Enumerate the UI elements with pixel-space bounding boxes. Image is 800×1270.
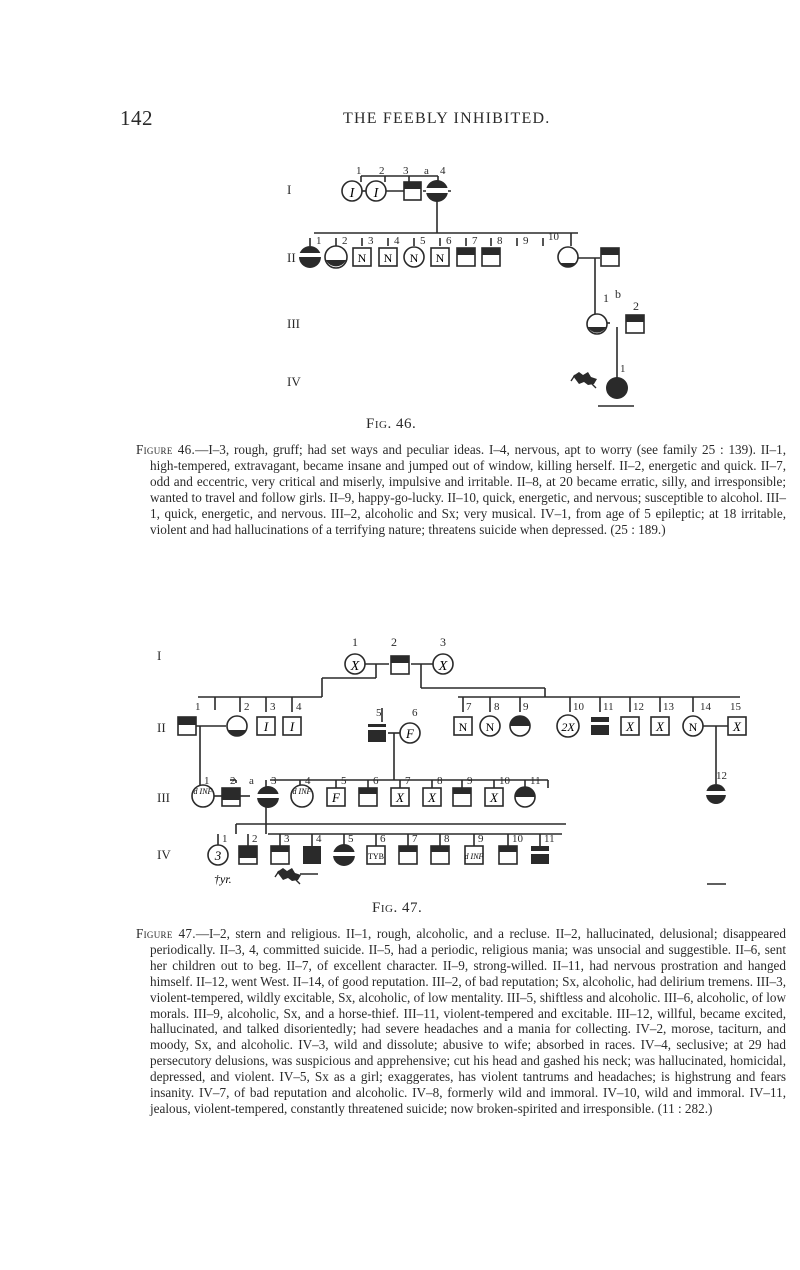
fig47-III5-letter: F (332, 790, 340, 805)
fig47-label-III-num-2: a (249, 775, 254, 787)
fig47-label-II-num-7: 8 (494, 701, 500, 713)
fig47-label-IV-num-1: 2 (252, 833, 258, 845)
fig47-label-III-num-7: 7 (405, 775, 411, 787)
fig47-legend-body: —I–2, stern and religious. II–1, rough, alcoholic, and a recluse. II–2, hallucinated, delusional; disappeared periodically. II–3, 4, committed suicide. II–5, had a periodic, religious mania; was unsocial and suggestible. II–6, sent her children out to beg. II–7, of excellent character. II–9, strong-willed. II–11, had nervous prostration and hanged himself. II–12, went West. II–14, of good reputation. III–2, of bad reputation; Sx, alcoholic, had delirium tremens. III–3, violent-tempered, wildly excitable, Sx, alcoholic, of low mentality. III–5, shiftless and alcoholic. III–6, alcoholic, of low morals. III–9, alcoholic, Sx, and a horse-thief. III–11, violent-tempered and excitable. III–12, willful, became excited, hallucinated, and talked disorientedly; had severe headaches and a mania for collecting. IV–2, morose, taciturn, and moody, Sx, and alcoholic. IV–3, wild and dissolute; abusive to wife; absorbed in races. IV–4, seclusive; at 29 had persecutory delusions, was suspicious and apprehensive; cut his head and gashed his neck; was hallucinated, homicidal, depressed, and violent. IV–5, Sx as a girl; exaggerates, has violent tantrums and headaches; is highstrung and fears insanity. IV–7, of bad reputation and alcoholic. IV–8, formerly wild and immoral. IV–10, wild and immoral. IV–11, jealous, violent-tempered, constantly threatened suicide; now broken-spirited and irresponsible. (11 : 282.) (150, 926, 786, 1116)
fig46-II3-letter: N (357, 251, 367, 265)
fig47-III10-letter: X (490, 790, 498, 805)
fig47-label-IV-num-10: 11 (544, 833, 555, 845)
fig47-II4-letter: I (289, 719, 295, 734)
fig46-label-gen-4: IV (287, 374, 301, 389)
fig46-label-II-num-7: 8 (497, 235, 503, 247)
fig47-label-IV-num-8: 9 (478, 833, 484, 845)
fig47-label-gen-4: IV (157, 847, 171, 862)
fig47-IV11-male (531, 846, 549, 864)
fig46-caption (366, 416, 416, 433)
fig46-label-II-num-9: 10 (548, 231, 559, 243)
fig47-label-I-num-0: 1 (352, 635, 358, 649)
fig47-label-II-num-6: 7 (466, 701, 472, 713)
fig46-label-II-num-1: 2 (342, 235, 348, 247)
fig47-II6-letter: F (406, 726, 414, 741)
fig47-caption-text: Fig. 47. (372, 900, 423, 916)
fig46-legend-body: —I–3, rough, gruff; had set ways and peculiar ideas. I–4, nervous, apt to worry (see family 25 : 139). II–1, high-tempered, extravagant, became insane and jumped out of window, killing herself. II–2, energetic and quick. II–7, odd and eccentric, very critical and miserly, impulsive and irritable. II–8, at 20 became erratic, silly, and irresponsible; wanted to travel and follow girls. II–9, happy-go-lucky. II–10, quick, energetic, and nervous; susceptible to alcohol. III–1, quick, energetic, and nervous. III–2, alcoholic and Sx; very musical. IV–1, from age of 5 epileptic; at 18 irritable, violent and had hallucinations of a terrifying nature; threatens suicide when depressed. (25 : 189.) (150, 442, 786, 537)
fig46-legend (136, 442, 786, 537)
fig47-IV6-letter: TYB (368, 852, 384, 861)
fig46-label-I-num-0: 1 (356, 165, 362, 177)
fig47-label-III-num-6: 6 (373, 775, 379, 787)
fig46-label-I-num-4: 4 (440, 165, 446, 177)
fig47-IV4-male (303, 846, 321, 864)
fig46-I2-letter: I (373, 186, 379, 201)
fig47-label-II-num-9: 10 (573, 701, 584, 713)
fig47-label-IV-num-2: 3 (284, 833, 290, 845)
fig47-label-gen-1: I (157, 648, 162, 663)
fig47-III3-letter: d INF (292, 787, 312, 796)
fig47-label-IV-num-3: 4 (316, 833, 322, 845)
fig47-label-III-num-0: 1 (204, 775, 210, 787)
epilepsy-icon (275, 868, 301, 884)
fig46-label-IV-num-0: 1 (620, 363, 626, 375)
fig47-II3-letter: I (263, 719, 269, 734)
fig47-legend (136, 926, 786, 1117)
fig47-IV9-letter: d INF (464, 852, 484, 861)
fig47-II8-letter: N (485, 720, 495, 734)
fig47-label-IV-num-0: 1 (222, 833, 228, 845)
running-head: THE FEEBLY INHIBITED. (343, 110, 551, 127)
fig47-III7-letter: X (396, 790, 404, 805)
fig47-label-III-num-9: 9 (467, 775, 473, 787)
fig46-label-I-num-3: a (424, 165, 429, 177)
fig47-label-II-num-8: 9 (523, 701, 529, 713)
fig47-IV1-letter: 3 (214, 848, 222, 863)
fig47-label-II-num-3: 4 (296, 701, 302, 713)
fig47-label-III-num-1: 2 (230, 775, 236, 787)
fig46-label-I-num-1: 2 (379, 165, 385, 177)
fig47-II14-letter: N (688, 720, 698, 734)
fig47-label-I-num-1: 2 (391, 635, 397, 649)
fig47-I1-letter: X (350, 659, 360, 674)
fig47-label-II-num-1: 2 (244, 701, 250, 713)
fig46-I1-letter: I (349, 186, 355, 201)
fig46-label-II-num-8: 9 (523, 235, 529, 247)
fig47-II5-male (368, 724, 386, 742)
fig47-label-gen-2: II (157, 720, 166, 735)
fig47-label-III-num-3: 3 (271, 775, 277, 787)
fig47-II11-male (591, 717, 609, 735)
fig47-label-II-num-2: 3 (270, 701, 276, 713)
fig46-label-III-num-2: 2 (633, 299, 639, 313)
fig46-label-II-num-3: 4 (394, 235, 400, 247)
fig46-label-gen-1: I (287, 182, 292, 197)
fig47-II15-letter: X (733, 719, 741, 734)
fig46-label-I-num-2: 3 (403, 165, 409, 177)
fig47-label-IV-num-9: 10 (512, 833, 523, 845)
fig46-label-II-num-6: 7 (472, 235, 478, 247)
fig46-label-III-num-0: 1 (603, 291, 609, 305)
fig47-label-IV-num-5: 6 (380, 833, 386, 845)
fig47-III8-letter: X (428, 790, 436, 805)
epilepsy-icon (571, 372, 597, 388)
fig46-label-gen-3: III (287, 316, 300, 331)
fig46-II4-letter: N (383, 251, 393, 265)
fig47-caption (372, 900, 422, 917)
fig46-label-II-num-5: 6 (446, 235, 452, 247)
fig46-label-II-num-2: 3 (368, 235, 374, 247)
fig47-I3-letter: X (438, 659, 448, 674)
fig47-label-IV-num-6: 7 (412, 833, 418, 845)
fig47-label-III-num-5: 5 (341, 775, 347, 787)
fig47-label-II-num-0: 1 (195, 701, 201, 713)
pedigree-figure-46 (0, 150, 800, 410)
fig47-II13-letter: X (656, 719, 664, 734)
fig47-label-IV-num-4: 5 (348, 833, 354, 845)
fig47-label-II-num-4: 5 (376, 707, 382, 719)
fig47-label-III-num-12: 12 (716, 770, 727, 782)
fig46-caption-text: Fig. 46. (366, 416, 417, 432)
fig46-label-gen-2: II (287, 250, 296, 265)
fig46-II5-letter: N (409, 251, 419, 265)
fig46-label-II-num-0: 1 (316, 235, 322, 247)
fig47-label-gen-3: III (157, 790, 170, 805)
fig46-IV1-female (606, 377, 628, 399)
fig47-label-II-num-11: 12 (633, 701, 644, 713)
fig47-label-II-num-12: 13 (663, 701, 674, 713)
fig47-legend-lead: Figure 47. (136, 926, 196, 941)
fig47-IV1-note: †yr. (214, 872, 232, 886)
fig47-label-III-num-10: 10 (499, 775, 510, 787)
fig47-label-II-num-5: 6 (412, 707, 418, 719)
pedigree-figure-47 (0, 628, 800, 898)
fig47-label-II-num-10: 11 (603, 701, 614, 713)
fig46-II6-letter: N (435, 251, 445, 265)
fig47-II7-letter: N (458, 720, 468, 734)
fig47-label-II-num-13: 14 (700, 701, 711, 713)
fig47-II12-letter: X (626, 719, 634, 734)
fig47-label-I-num-2: 3 (440, 635, 446, 649)
fig46-label-II-num-4: 5 (420, 235, 426, 247)
fig47-II10-letter: 2X (561, 720, 575, 734)
page-number: 142 (120, 106, 153, 130)
fig47-label-IV-num-7: 8 (444, 833, 450, 845)
fig47-label-III-num-11: 11 (530, 775, 541, 787)
fig46-label-III-num-1: b (615, 287, 621, 301)
fig47-label-II-num-14: 15 (730, 701, 741, 713)
fig46-legend-lead: Figure 46. (136, 442, 196, 457)
fig47-III1-letter: d INF (193, 787, 213, 796)
fig47-label-III-num-4: 4 (305, 775, 311, 787)
fig47-label-III-num-8: 8 (437, 775, 443, 787)
